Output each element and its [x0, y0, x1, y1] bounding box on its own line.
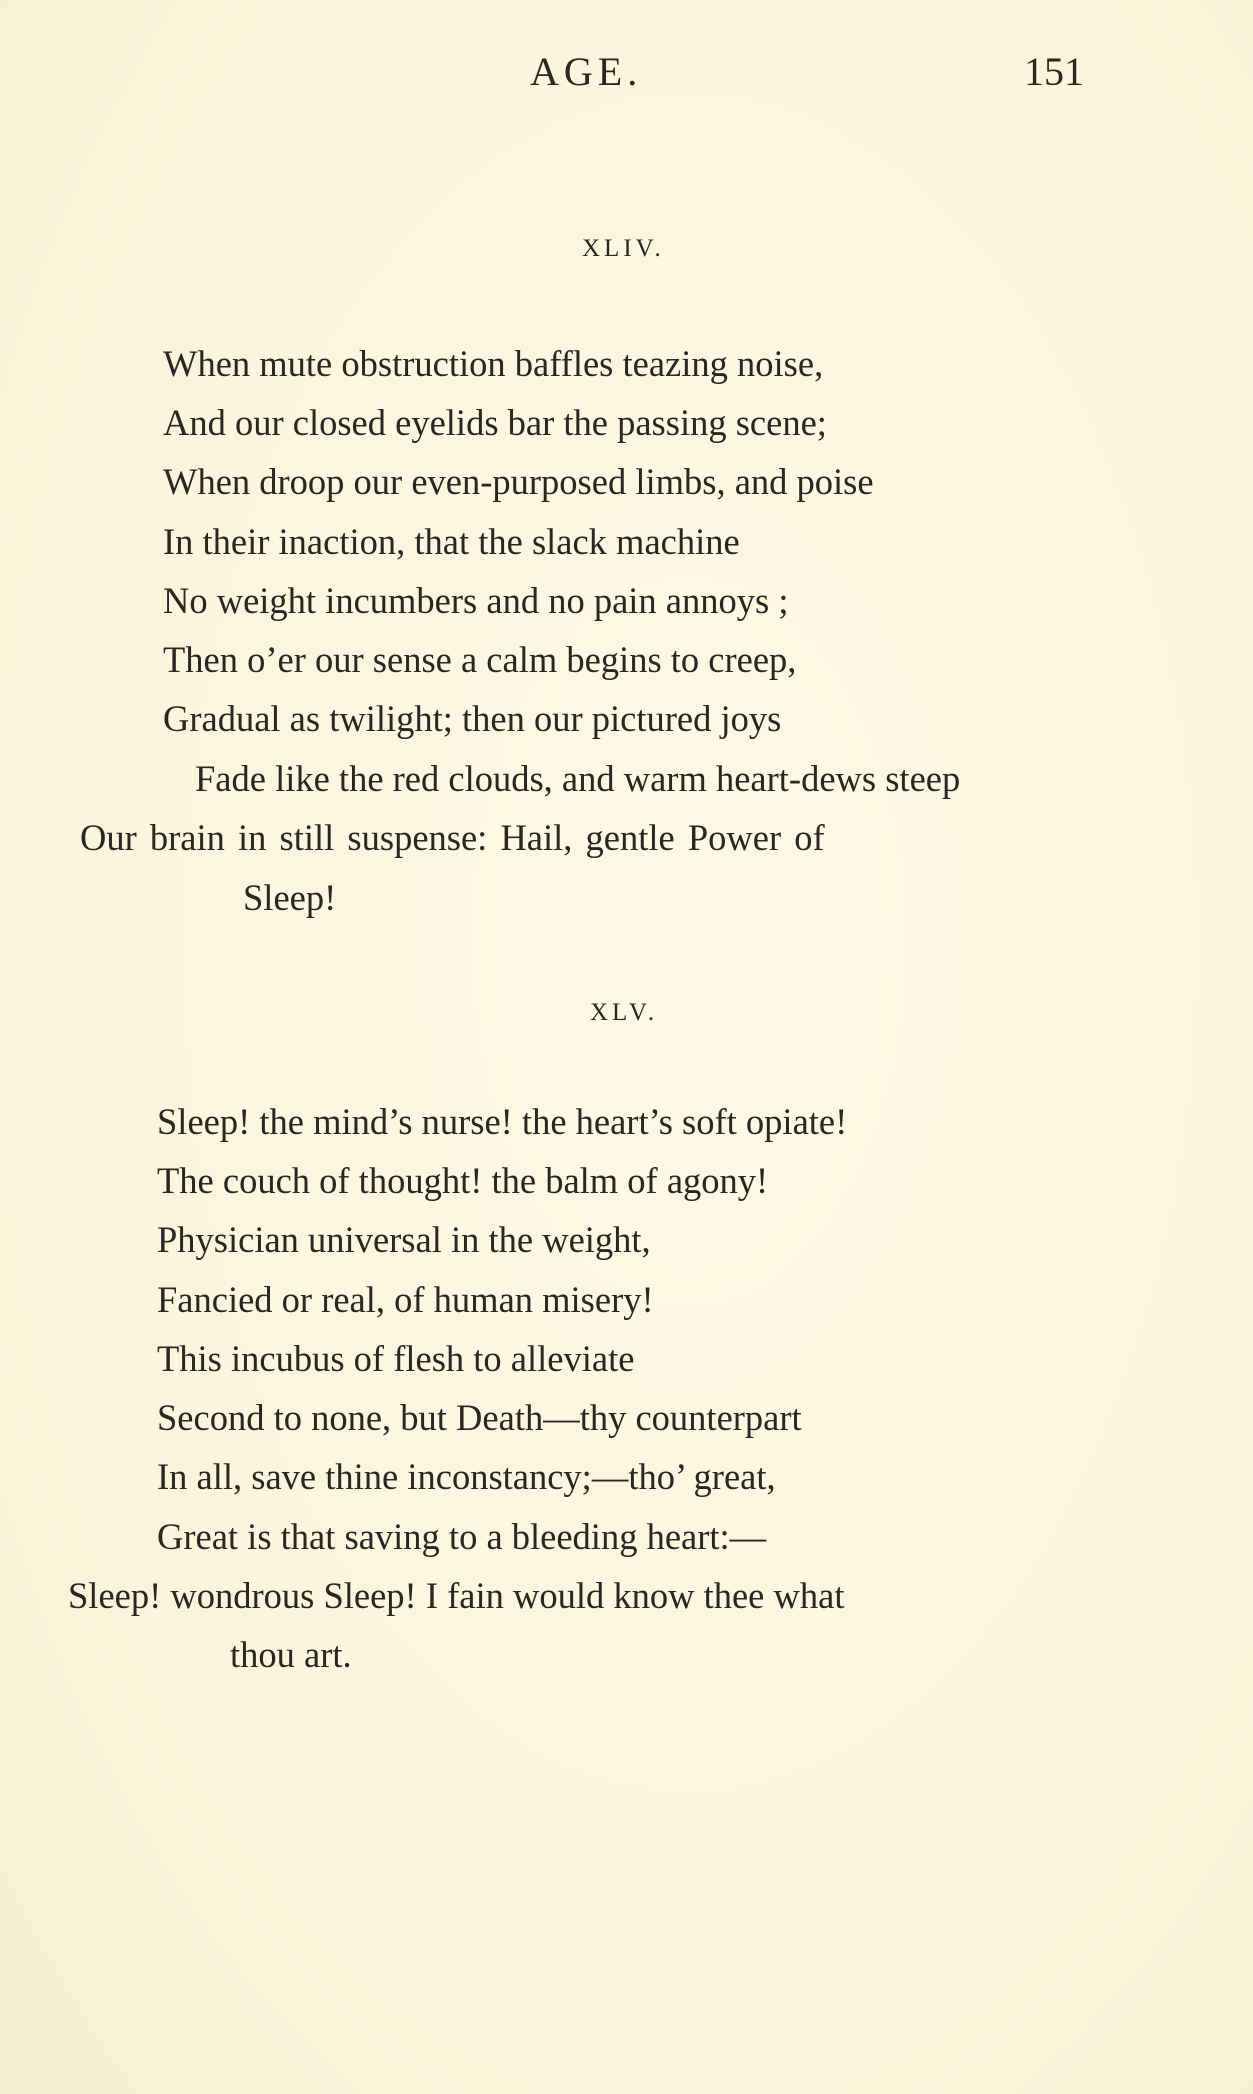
verse-line: Second to none, but Death—thy counterpart: [157, 1397, 802, 1438]
verse-line: When droop our even-purposed limbs, and poise: [163, 461, 874, 502]
verse-line: Sleep!: [243, 877, 337, 918]
verse-line: This incubus of flesh to alleviate: [157, 1338, 635, 1379]
verse-line: thou art.: [230, 1634, 352, 1675]
stanza-number: XLIV.: [582, 235, 665, 262]
running-title: AGE.: [530, 49, 643, 94]
verse-line: Sleep! wondrous Sleep! I fain would know thee what: [68, 1575, 845, 1616]
verse-line: In all, save thine inconstancy;—tho’ great,: [157, 1456, 776, 1497]
verse-line: When mute obstruction baffles teazing noise,: [163, 343, 824, 384]
page-number: 151: [1024, 49, 1084, 94]
verse-line: Fancied or real, of human misery!: [157, 1279, 654, 1320]
verse-line: And our closed eyelids bar the passing scene;: [163, 402, 827, 443]
verse-line: Our brain in still suspense: Hail, gentle Power of: [80, 817, 825, 858]
verse-line: Physician universal in the weight,: [157, 1219, 651, 1260]
verse-line: Then o’er our sense a calm begins to creep,: [163, 639, 797, 680]
stanza-number: XLV.: [590, 999, 659, 1026]
verse-line: The couch of thought! the balm of agony!: [157, 1160, 769, 1201]
verse-line: Great is that saving to a bleeding heart:—: [157, 1516, 767, 1557]
verse-line: Gradual as twilight; then our pictured joys: [163, 698, 782, 739]
verse-line: No weight incumbers and no pain annoys ;: [163, 580, 789, 621]
verse-line: Fade like the red clouds, and warm heart-dews steep: [195, 758, 961, 799]
verse-line: Sleep! the mind’s nurse! the heart’s soft opiate!: [157, 1101, 848, 1142]
verse-line: In their inaction, that the slack machine: [163, 521, 740, 562]
